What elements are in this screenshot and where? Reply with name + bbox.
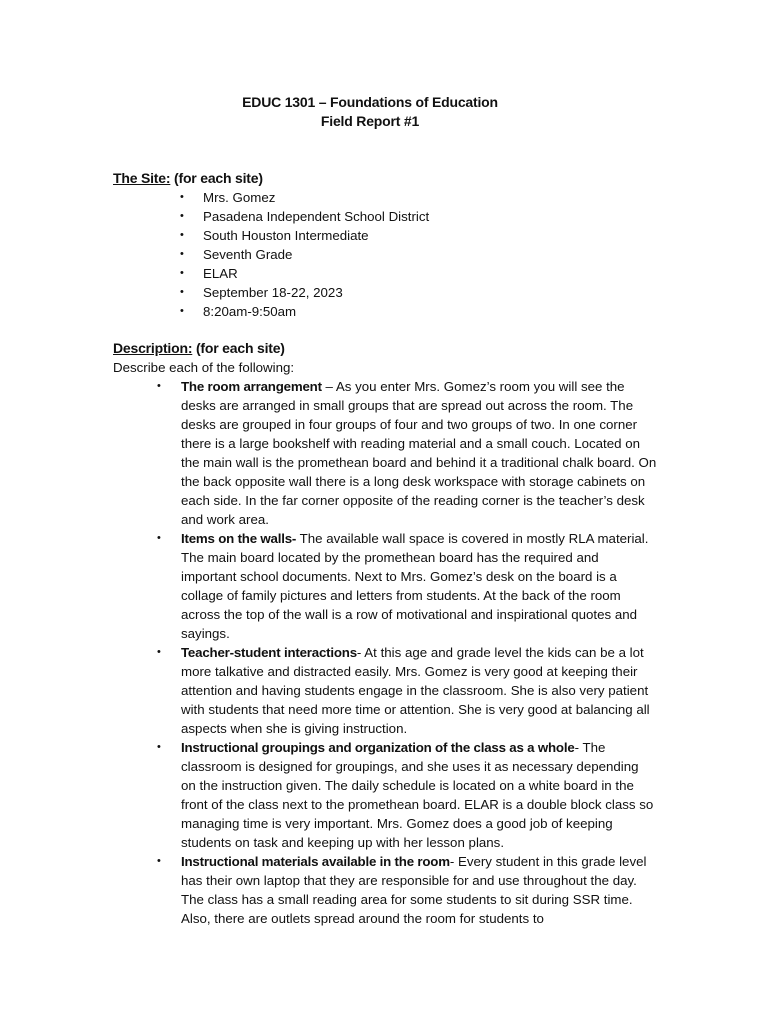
description-item-room-arrangement: [157, 377, 657, 529]
description-item-groupings: [157, 738, 657, 852]
list-item: [180, 188, 429, 207]
bullet-icon: •: [180, 191, 184, 203]
item-text: - Every student in this grade level has their own laptop that they are responsible for and use throughout the day. The class has a small reading area for some students to sit during SSR time. Also, there are outlets spread around the room for students to: [181, 854, 647, 926]
description-heading: [113, 339, 285, 358]
description-list: [157, 377, 657, 928]
description-heading-note: (for each site): [192, 340, 285, 356]
site-item-school: South Houston Intermediate: [203, 228, 369, 243]
document-title-block: [0, 93, 740, 131]
list-item: [180, 264, 429, 283]
report-title: Field Report #1: [320, 113, 420, 129]
site-item-district: Pasadena Independent School District: [203, 209, 430, 224]
bullet-icon: •: [180, 305, 184, 317]
item-lead: Items on the walls-: [181, 531, 297, 546]
site-item-time: 8:20am-9:50am: [203, 304, 297, 319]
bullet-icon: •: [180, 229, 184, 241]
site-heading-label: The Site:: [113, 170, 171, 186]
bullet-icon: •: [157, 532, 161, 544]
description-item-interactions: [157, 643, 657, 738]
bullet-icon: •: [157, 741, 161, 753]
item-lead: Teacher-student interactions: [181, 645, 357, 660]
site-heading-note: (for each site): [170, 170, 263, 186]
description-item-materials: [157, 852, 657, 928]
item-text: The available wall space is covered in mostly RLA material. The main board located by the promethean board has the required and important school documents. Next to Mrs. Gomez’s desk on the board is a collage of family pictures and letters from students. At the back of the room across the top of the wall is a row of motivational and inspirational quotes and sayings.: [181, 531, 649, 641]
bullet-icon: •: [180, 248, 184, 260]
bullet-icon: •: [180, 286, 184, 298]
description-intro: Describe each of the following:: [113, 360, 295, 375]
item-lead: Instructional materials available in the room: [181, 854, 450, 869]
site-details-list: [180, 188, 429, 321]
bullet-icon: •: [180, 267, 184, 279]
course-title: EDUC 1301 – Foundations of Education: [242, 94, 498, 110]
description-heading-label: Description:: [113, 340, 193, 356]
site-item-subject: ELAR: [203, 266, 238, 281]
site-item-dates: September 18-22, 2023: [203, 285, 343, 300]
bullet-icon: •: [157, 855, 161, 867]
item-text: - At this age and grade level the kids can be a lot more talkative and distracted easily. Mrs. Gomez is very good at keeping their attention and having students engage in the classroom. She is also very patient with students that need more time or attention. She is very good at balancing all aspects when she is giving instruction.: [181, 645, 650, 736]
site-item-grade: Seventh Grade: [203, 247, 293, 262]
bullet-icon: •: [157, 646, 161, 658]
item-text: – As you enter Mrs. Gomez’s room you will see the desks are arranged in small groups that are spread out across the room. The desks are grouped in four groups of four and two groups of two. In one corner there is a large bookshelf with reading material and a small couch. Located on the main wall is the promethean board and behind it a traditional chalk board. On the back opposite wall there is a long desk workspace with storage cabinets on each side. In the far corner opposite of the reading corner is the teacher’s desk and work area.: [181, 379, 657, 527]
site-item-teacher: Mrs. Gomez: [203, 190, 276, 205]
item-lead: The room arrangement: [181, 379, 322, 394]
list-item: [180, 302, 429, 321]
bullet-icon: •: [180, 210, 184, 222]
item-lead: Instructional groupings and organization of the class as a whole: [181, 740, 575, 755]
item-text: - The classroom is designed for groupings, and she uses it as necessary depending on the instruction given. The daily schedule is located on a white board in the front of the class next to the promethean board. ELAR is a double block class so managing time is very important. Mrs. Gomez does a good job of keeping students on task and keeping up with her lesson plans.: [181, 740, 654, 850]
list-item: [180, 245, 429, 264]
bullet-icon: •: [157, 380, 161, 392]
list-item: [180, 207, 429, 226]
site-heading: [113, 169, 263, 188]
list-item: [180, 226, 429, 245]
list-item: [180, 283, 429, 302]
description-item-walls: [157, 529, 657, 643]
